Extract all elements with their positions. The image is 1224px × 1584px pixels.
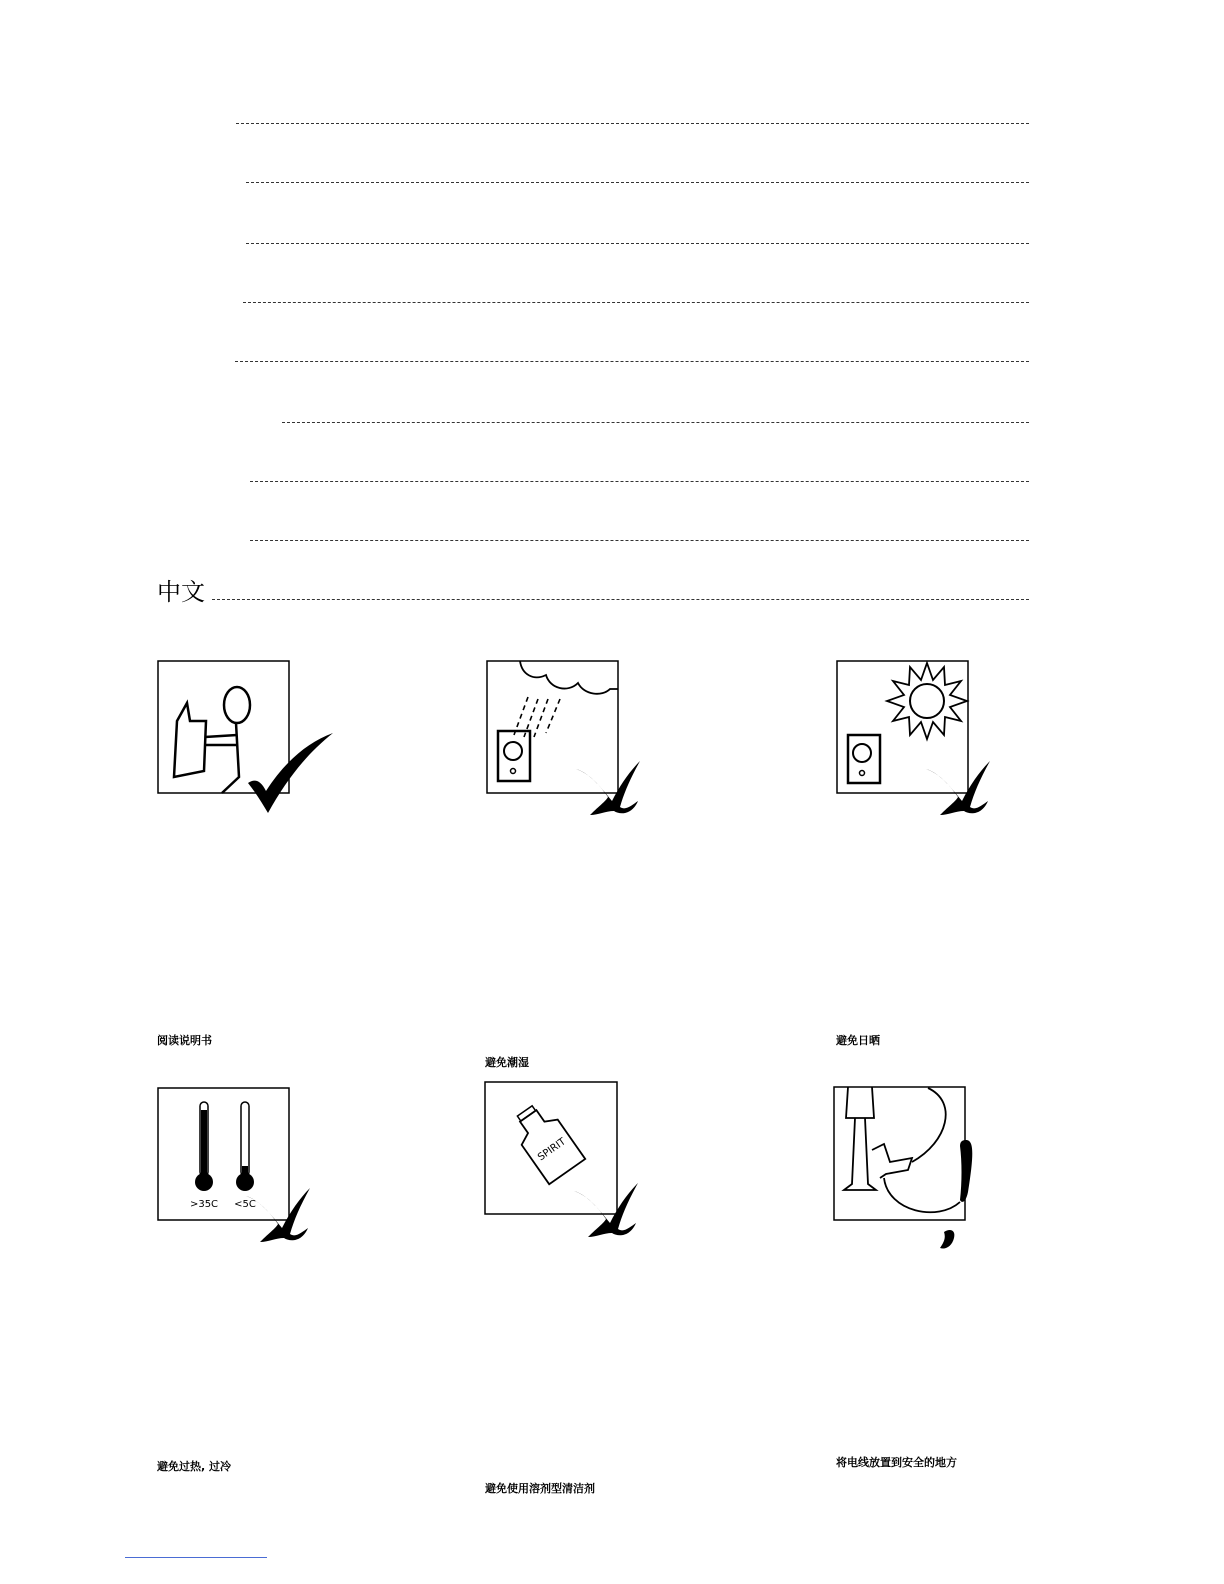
dotted-line-7: [250, 481, 1029, 482]
dotted-line-4: [243, 302, 1029, 303]
dotted-line-1: [236, 123, 1029, 124]
bottle-label: SPIRIT: [536, 1136, 568, 1164]
dotted-line-2: [246, 182, 1029, 183]
dotted-line-language: [212, 599, 1029, 600]
thermometer-cross-icon: [150, 1082, 320, 1252]
dotted-line-6: [282, 422, 1029, 423]
language-label: 中文: [157, 578, 205, 606]
sun-caption: 避免日晒: [836, 1034, 880, 1047]
read-manual-caption: 阅读说明书: [157, 1034, 212, 1047]
footer-link-underline: [125, 1557, 267, 1558]
temperature-caption: 避免过热, 过冷: [157, 1460, 232, 1473]
read-manual-check-icon: [150, 655, 350, 825]
spirit-bottle-cross-icon: [478, 1077, 648, 1247]
cable-caption: 将电线放置到安全的地方: [836, 1456, 957, 1469]
solvent-caption: 避免使用溶剂型清洁剂: [485, 1482, 595, 1495]
dotted-line-8: [250, 540, 1029, 541]
dotted-line-3: [246, 243, 1029, 244]
hot-temp-label: >35C: [189, 1199, 219, 1210]
dotted-line-5: [235, 361, 1029, 362]
rain-speaker-cross-icon: [480, 655, 650, 825]
moisture-caption: 避免潮湿: [485, 1056, 529, 1069]
cold-temp-label: <5C: [234, 1199, 256, 1210]
sun-speaker-cross-icon: [830, 655, 1000, 825]
lamp-cable-caution-icon: [828, 1082, 998, 1257]
